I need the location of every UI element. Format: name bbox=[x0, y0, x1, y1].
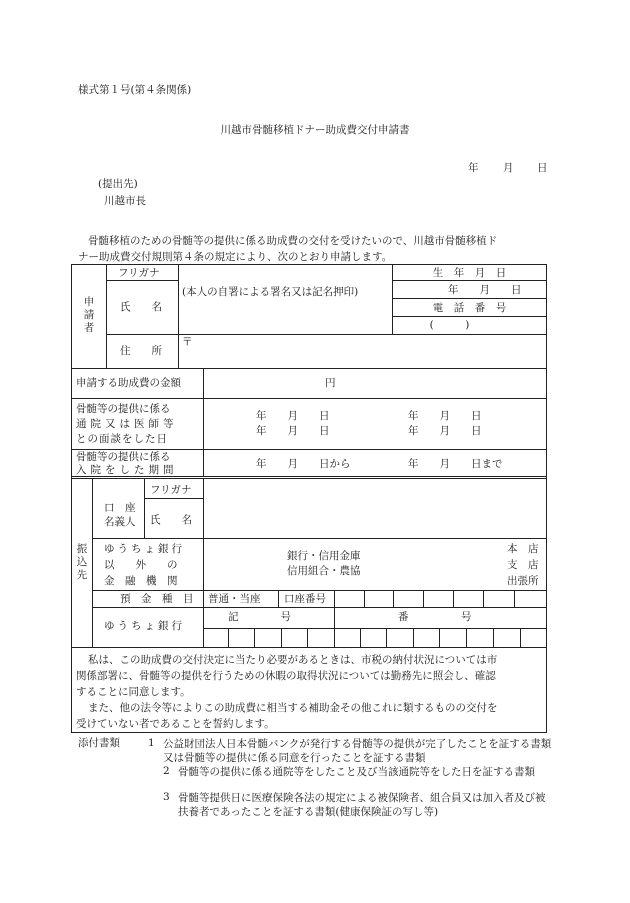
postal-mark: 〒 bbox=[182, 336, 193, 348]
consent-text: 私は、この助成費の交付決定に当たり必要があるときは、市税の納付状況については市 関係部署に、骨髄等の提供を行うための休暇の取得状況については勤務先に照会し、確認 することに同意します。 bbox=[76, 654, 498, 698]
attachment-1-number: 1 bbox=[148, 737, 155, 749]
form-title: 川越市骨髄移植ドナー助成費交付申請書 bbox=[220, 124, 410, 136]
pledge-text: また、他の法令等によりこの助成費に相当する補助金その他これに類するものの交付を 受けていない者であることを誓約します。 bbox=[76, 702, 498, 730]
applicant-name-label: 氏 名 bbox=[120, 301, 162, 313]
interview-date-1: 年 月 日 bbox=[256, 410, 330, 422]
applicant-address-label: 住 所 bbox=[120, 345, 162, 357]
hospital-label-line2: 入院をした期間 bbox=[76, 464, 178, 476]
holder-label-line2: 名義人 bbox=[104, 516, 136, 528]
birthdate-value: 年 月 日 bbox=[448, 284, 522, 296]
interview-label-line1: 骨髄等の提供に係る bbox=[76, 403, 171, 415]
date-month: 月 bbox=[503, 162, 514, 174]
date-year: 年 bbox=[468, 162, 479, 174]
date-day: 日 bbox=[537, 162, 548, 174]
phone-value: ( ) bbox=[429, 319, 470, 331]
interview-label-line2: 通院又は医師等 bbox=[76, 418, 178, 430]
bank-type-1: 銀行・信用金庫 bbox=[287, 550, 361, 562]
branch-type-branch: 支 店 bbox=[507, 559, 539, 571]
signature-note: (本人の自署による署名又は記名押印) bbox=[182, 286, 359, 298]
yucho-number-label: 番 号 bbox=[398, 611, 472, 623]
account-number-label: 口座番号 bbox=[284, 593, 326, 605]
yucho-label: ゆうちょ銀行 bbox=[104, 620, 185, 632]
inst-label-line3: 金 融 機 関 bbox=[104, 575, 178, 587]
deposit-type-value: 普通・当座 bbox=[208, 593, 261, 605]
recipient-label: (提出先) bbox=[98, 178, 138, 190]
holder-label-line1: 口 座 bbox=[104, 502, 136, 514]
applicant-section-label: 申請者 bbox=[83, 296, 95, 334]
holder-furigana-label: フリガナ bbox=[150, 484, 192, 496]
attachment-3-number: 3 bbox=[163, 791, 170, 803]
amount-unit: 円 bbox=[325, 377, 336, 389]
attachment-1-text: 公益財団法人日本骨髄バンクが発行する骨髄等の提供が完了したことを証する書類又は骨髄等の提供に係る同意を行ったことを証する書類 bbox=[163, 738, 552, 764]
bank-type-2: 信用組合・農協 bbox=[287, 565, 361, 577]
deposit-type-label: 預 金 種 目 bbox=[120, 593, 194, 605]
form-number: 様式第１号(第４条関係) bbox=[78, 84, 192, 96]
interview-label-line3: との面談をした日 bbox=[76, 433, 168, 445]
hospital-label-line1: 骨髄等の提供に係る bbox=[76, 451, 171, 463]
interview-date-2: 年 月 日 bbox=[408, 410, 482, 422]
transfer-section-label: 振込先 bbox=[76, 543, 88, 581]
interview-date-4: 年 月 日 bbox=[408, 425, 482, 437]
branch-type-office: 出張所 bbox=[507, 575, 539, 587]
hospital-to: 年 月 日まで bbox=[408, 458, 503, 470]
branch-type-main: 本 店 bbox=[507, 543, 539, 555]
holder-name-label: 氏 名 bbox=[150, 514, 192, 526]
applicant-furigana-label: フリガナ bbox=[118, 267, 160, 279]
interview-date-3: 年 月 日 bbox=[256, 425, 330, 437]
inst-label-line1: ゆうちょ銀行 bbox=[104, 543, 185, 555]
yucho-symbol-label: 記 号 bbox=[228, 611, 291, 623]
intro-text: 骨髄移植のための骨髄等の提供に係る助成費の交付を受けたいので、川越市骨髄移植ド ナー助成費交付規則第４条の規定により、次のとおり申請します。 bbox=[78, 235, 498, 263]
attachment-3-text: 骨髄等提供日に医療保険各法の規定による被保険者、組合員又は加入者及び被扶養者であったことを証する書類(健康保険証の写し等) bbox=[178, 792, 546, 818]
phone-header: 電 話 番 号 bbox=[432, 302, 507, 314]
birthdate-header: 生 年 月 日 bbox=[432, 267, 507, 279]
attachments-label: 添付書類 bbox=[78, 737, 120, 749]
attachment-2-text: 骨髄等の提供に係る通院等をしたこと及び当該通院等をした日を証する書類 bbox=[178, 766, 535, 778]
recipient: 川越市長 bbox=[104, 195, 146, 207]
attachment-2-number: 2 bbox=[163, 765, 170, 777]
hospital-from: 年 月 日から bbox=[256, 458, 351, 470]
amount-label: 申請する助成費の金額 bbox=[76, 377, 181, 389]
inst-label-line2: 以 外 の bbox=[104, 559, 178, 571]
